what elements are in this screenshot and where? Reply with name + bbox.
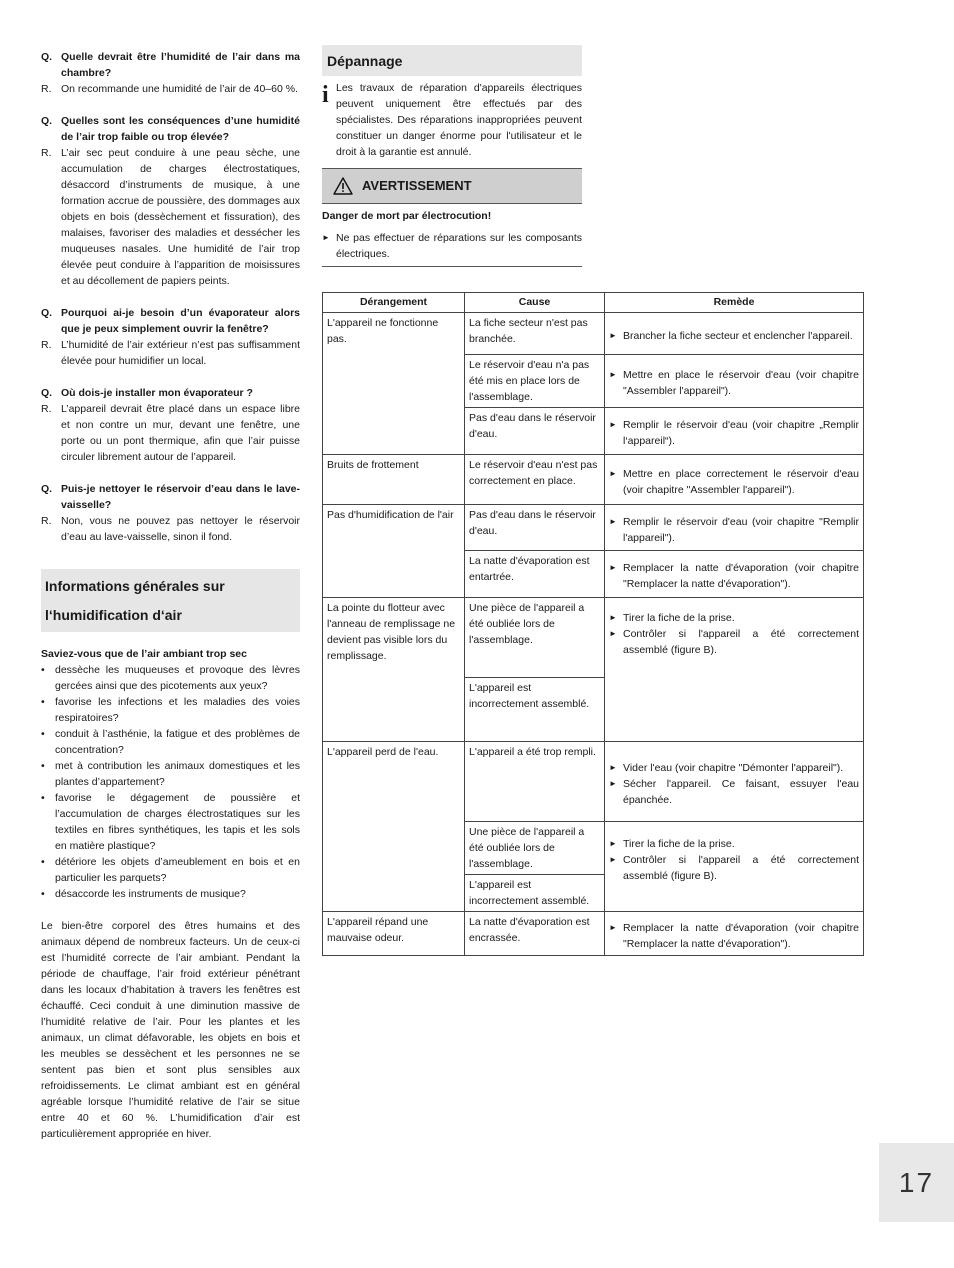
- table-row: [323, 313, 864, 355]
- info-section-header: [41, 569, 300, 632]
- left-column: [41, 49, 300, 1142]
- page-number: 17: [879, 1143, 954, 1222]
- arrow-icon: ►: [609, 330, 617, 340]
- faq-item: [41, 385, 300, 465]
- table-row: [323, 505, 864, 551]
- header-cause: Cause: [465, 293, 605, 313]
- bullet-icon: •: [41, 856, 45, 868]
- question-text: Puis-je nettoyer le réservoir d’eau dans le lave-vaisselle?: [61, 483, 300, 511]
- fault-cell: L'appareil répand une mauvaise odeur.: [323, 912, 465, 956]
- info-bullet-list: [41, 662, 300, 902]
- warning-triangle-icon: [324, 177, 362, 195]
- remedy-cell: ► Remplir le réservoir d'eau (voir chapitre "Remplir l'appareil").: [605, 505, 864, 551]
- arrow-icon: ►: [609, 839, 617, 848]
- answer-label: R.: [41, 403, 52, 415]
- cause-cell: L'appareil est incorrectement assemblé.: [465, 678, 605, 742]
- remedy-cell: ► Tirer la fiche de la prise. ► Contrôler si l'appareil a été correctement assemblé (figure B).: [605, 598, 864, 742]
- warning-subtitle: Danger de mort par électrocution!: [322, 210, 492, 222]
- remedy-cell: ► Remplacer la natte d'évaporation (voir chapitre "Remplacer la natte d'évaporation").: [605, 912, 864, 956]
- answer-text: L’humidité de l’air extérieur n’est pas suffisamment élevée pour humidifier un local.: [61, 339, 300, 367]
- arrow-icon: ►: [609, 563, 617, 572]
- table-header-row: [323, 293, 864, 313]
- warning-item: Ne pas effectuer de réparations sur les composants électriques.: [336, 232, 582, 260]
- remedy-cell: ► Tirer la fiche de la prise. ► Contrôler si l'appareil a été correctement assemblé (figure B).: [605, 822, 864, 912]
- table-row: [323, 598, 864, 678]
- cause-cell: Le réservoir d'eau n'a pas été mis en place lors de l'assemblage.: [465, 355, 605, 408]
- header-remede: Remède: [605, 293, 864, 313]
- bullet-icon: •: [41, 664, 45, 676]
- answer-label: R.: [41, 515, 52, 527]
- arrow-icon: ►: [609, 516, 617, 526]
- question-text: Où dois-je installer mon évaporateur ?: [61, 387, 253, 399]
- header-derangement: Dérangement: [323, 293, 465, 313]
- cause-cell: La natte d'évaporation est encrassée.: [465, 912, 605, 956]
- cause-cell: La fiche secteur n'est pas branchée.: [465, 313, 605, 355]
- remedy-cell: ► Vider l'eau (voir chapitre "Démonter l'appareil"). ► Sécher l'appareil. Ce faisant, essuyer l'eau épanchée.: [605, 742, 864, 822]
- arrow-icon: ►: [609, 420, 617, 429]
- table-row: [323, 912, 864, 956]
- question-text: Quelle devrait être l’humidité de l’air dans ma chambre?: [61, 51, 300, 79]
- arrow-icon: ►: [609, 468, 617, 478]
- arrow-icon: ►: [609, 613, 617, 622]
- list-item: • met à contribution les animaux domestiques et les plantes d’appartement?: [41, 760, 300, 788]
- bullet-icon: •: [41, 760, 45, 772]
- depannage-header: [322, 45, 582, 76]
- remedy-cell: ► Remplacer la natte d'évaporation (voir chapitre "Remplacer la natte d'évaporation").: [605, 551, 864, 598]
- bullet-icon: •: [41, 792, 45, 804]
- cause-cell: L'appareil est incorrectement assemblé.: [465, 875, 605, 912]
- arrow-icon: ►: [322, 233, 330, 242]
- arrow-icon: ►: [609, 629, 617, 638]
- question-label: Q.: [41, 387, 53, 399]
- list-item: • conduit à l’asthénie, la fatigue et des problèmes de concentration?: [41, 728, 300, 756]
- question-label: Q.: [41, 307, 53, 319]
- cause-cell: Une pièce de l'appareil a été oubliée lors de l'assemblage.: [465, 598, 605, 678]
- info-section-title: Informations générales sur l‘humidification d‘air: [45, 578, 225, 623]
- fault-cell: L'appareil perd de l'eau.: [323, 742, 465, 912]
- fault-cell: Bruits de frottement: [323, 455, 465, 505]
- info-note: [322, 80, 582, 160]
- answer-label: R.: [41, 339, 52, 351]
- depannage-title: Dépannage: [327, 53, 403, 69]
- arrow-icon: ►: [609, 922, 617, 932]
- question-text: Quelles sont les conséquences d’une humidité de l’air trop faible ou trop élevée?: [61, 115, 300, 143]
- question-label: Q.: [41, 51, 53, 63]
- answer-text: L’air sec peut conduire à une peau sèche, une accumulation de charges électrostatiques, désaccord d’instruments de musique, à une formation accrue de poussière, des dommages aux objets en bois (dessèchement et fissuration), des malaises, favoriser des maladies et dessécher les muqueuses nasales. Une humidité de l’air trop élevée peut conduire à l’apparition de moisissures et au décollement de papiers peints.: [61, 147, 300, 287]
- info-note-text: Les travaux de réparation d'appareils électriques peuvent uniquement être effectués par des spécialistes. Des réparations inappropriées peuvent constituer un danger énorme pour l'utilisateur et le droit à la garantie est annulé.: [336, 82, 582, 158]
- answer-label: R.: [41, 147, 52, 159]
- faq-item: [41, 49, 300, 97]
- fault-cell: Pas d'humidification de l'air: [323, 505, 465, 598]
- warning-header: [322, 168, 582, 204]
- info-section-subtitle: Saviez-vous que de l’air ambiant trop sec: [41, 648, 247, 660]
- list-item: • détériore les objets d’ameublement en bois et en particulier les parquets?: [41, 856, 300, 884]
- remedy-cell: ► Brancher la fiche secteur et enclencher l'appareil.: [605, 313, 864, 355]
- info-paragraph: Le bien-être corporel des êtres humains et des animaux dépend de nombreux facteurs. Un de ceux-ci est l’humidité correcte de l’air ambiant. Pendant la période de chauffage, l’air froid extérieur pénétrant dans les locaux d’habitation à travers les fenêtres est échauffé. Ceci conduit à une diminution massive de l’humidité relative de l’air. Pour les plantes et les animaux, un climat défavorable, les objets en bois et les meubles se dessèchent et les personnes ne se sentent pas bien et sont plus sensibles aux refroidissements. Le climat ambiant est en général agréable lorsque l’humidité relative de l’air se situe entre 40 et 60 %. L’humidification d’air est particulièrement appropriée en hiver.: [41, 920, 300, 1140]
- question-label: Q.: [41, 483, 53, 495]
- arrow-icon: ►: [609, 778, 617, 788]
- remedy-cell: ► Mettre en place correctement le réservoir d'eau (voir chapitre "Assembler l'appareil").: [605, 455, 864, 505]
- bullet-icon: •: [41, 888, 45, 900]
- bullet-icon: •: [41, 696, 45, 708]
- list-item: • désaccorde les instruments de musique?: [41, 888, 246, 900]
- cause-cell: La natte d'évaporation est entartrée.: [465, 551, 605, 598]
- faq-item: [41, 481, 300, 545]
- info-icon: i: [322, 82, 329, 108]
- answer-text: L’appareil devrait être placé dans un espace libre et non contre un mur, devant une fenêtre, une porte ou un pont thermique, afin que l’air puisse circuler librement autour de l’appareil.: [61, 403, 300, 463]
- faq-item: [41, 305, 300, 369]
- cause-cell: L'appareil a été trop rempli.: [465, 742, 605, 822]
- list-item: • dessèche les muqueuses et provoque des lèvres gercées ainsi que des picotements aux yeux?: [41, 664, 300, 692]
- answer-label: R.: [41, 83, 52, 95]
- answer-text: Non, vous ne pouvez pas nettoyer le réservoir d’eau au lave-vaisselle, sinon il fond.: [61, 515, 300, 543]
- cause-cell: Pas d'eau dans le réservoir d'eau.: [465, 408, 605, 455]
- question-label: Q.: [41, 115, 53, 127]
- fault-cell: L'appareil ne fonctionne pas.: [323, 313, 465, 455]
- answer-text: On recommande une humidité de l’air de 40–60 %.: [61, 83, 298, 95]
- bullet-icon: •: [41, 728, 45, 740]
- list-item: • favorise le dégagement de poussière et l’accumulation de charges électrostatiques sur les textiles en fibres synthétiques, les tapis et les sols en matière plastique?: [41, 792, 300, 852]
- question-text: Pourquoi ai-je besoin d’un évaporateur alors que je peux simplement ouvrir la fenêtre?: [61, 307, 300, 335]
- cause-cell: Une pièce de l'appareil a été oubliée lors de l'assemblage.: [465, 822, 605, 875]
- remedy-cell: ► Remplir le réservoir d'eau (voir chapitre „Remplir l‘appareil“).: [605, 408, 864, 455]
- warning-body: [322, 204, 582, 267]
- depannage-section: [322, 45, 582, 267]
- table-row: [323, 742, 864, 822]
- remedy-cell: ► Mettre en place le réservoir d'eau (voir chapitre "Assembler l'appareil").: [605, 355, 864, 408]
- arrow-icon: ►: [609, 370, 617, 379]
- arrow-icon: ►: [609, 855, 617, 864]
- arrow-icon: ►: [609, 762, 617, 772]
- cause-cell: Pas d'eau dans le réservoir d'eau.: [465, 505, 605, 551]
- cause-cell: Le réservoir d'eau n'est pas correctement en place.: [465, 455, 605, 505]
- list-item: • favorise les infections et les maladies des voies respiratoires?: [41, 696, 300, 724]
- warning-title: AVERTISSEMENT: [362, 178, 472, 193]
- fault-cell: La pointe du flotteur avec l'anneau de remplissage ne devient pas visible lors du remplissage.: [323, 598, 465, 742]
- faq-item: [41, 113, 300, 289]
- troubleshooting-table: [322, 292, 864, 956]
- table-row: [323, 455, 864, 505]
